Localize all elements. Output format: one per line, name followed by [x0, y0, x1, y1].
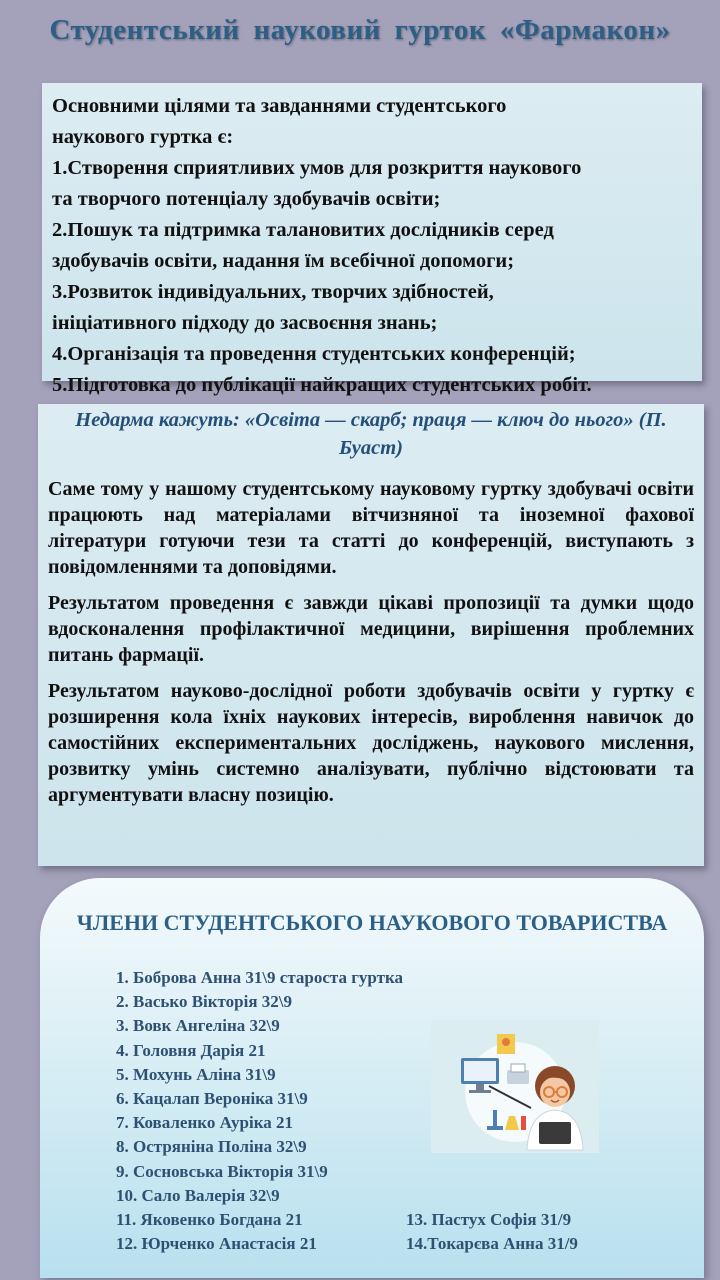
list-item: 10. Сало Валерія 32\9	[116, 1185, 280, 1205]
list-item: 11. Яковенко Богдана 21	[116, 1210, 303, 1230]
goals-line: здобувачів освіти, надання їм всебічної допомоги;	[52, 250, 515, 272]
goals-line: Основними цілями та завданнями студентського	[52, 95, 507, 117]
list-item: 8. Остряніна Поліна 32\9	[116, 1137, 307, 1157]
list-item: 3. Вовк Ангеліна 32\9	[116, 1016, 280, 1036]
list-item: 4. Головня Дарія 21	[116, 1040, 266, 1060]
goals-line: 2.Пошук та підтримка талановитих дослідників серед	[52, 219, 554, 241]
quote-panel	[38, 404, 704, 866]
list-item: 6. Кацалап Вероніка 31\9	[116, 1089, 308, 1109]
teacher-illustration	[431, 1020, 599, 1153]
goals-line: 3.Розвиток індивідуальних, творчих здібностей,	[52, 281, 494, 303]
list-item: 5. Мохунь Аліна 31\9	[116, 1064, 276, 1084]
goals-line: ініціативного підходу до засвоєння знань;	[52, 312, 438, 334]
quote-text: Недарма кажуть: «Освіта — скарб; праця — ключ до нього» (П. Буаст)	[75, 409, 667, 459]
paragraph: Саме тому у нашому студентському науковому гуртку здобувачі освіти працюють над матеріалами вітчизняної та іноземної фахової літератури готуючи тези та статті до конференцій, виступають з повідомленнями та доповідями.	[48, 478, 694, 578]
paragraph: Результатом проведення є завжди цікаві пропозиції та думки щодо вдосконалення профілактичної медицини, вирішення проблемних питань фармації.	[48, 592, 694, 666]
goals-panel	[42, 83, 702, 396]
goals-line: 1.Створення сприятливих умов для розкриття наукового	[52, 157, 582, 179]
list-item: 13. Пастух Софія 31/9	[406, 1210, 572, 1229]
list-item: 9. Сосновська Вікторія 31\9	[116, 1161, 328, 1181]
teacher-icon	[431, 1020, 599, 1153]
members-list-extra	[406, 1208, 578, 1256]
paragraph: Результатом науково-дослідної роботи здобувачів освіти у гуртку є розширення кола їхніх наукових інтересів, вироблення навичок до самостійних експериментальних досліджень, наукового мислення, розвитку умінь системно аналізувати, публічно відстоювати та аргументувати власну позицію.	[48, 680, 694, 806]
members-title: ЧЛЕНИ СТУДЕНТСЬКОГО НАУКОВОГО ТОВАРИСТВА	[76, 910, 668, 935]
goals-line: 5.Підготовка до публікації найкращих студентських робіт.	[52, 374, 592, 396]
list-item: 12. Юрченко Анастасія 21	[116, 1234, 317, 1254]
list-item: 1. Боброва Анна 31\9 староста гуртка	[116, 968, 404, 987]
members-panel	[40, 878, 704, 1278]
goals-list	[42, 83, 702, 401]
goals-line: 4.Організація та проведення студентських конференцій;	[52, 343, 576, 365]
goals-line: наукового гуртка є:	[52, 126, 234, 148]
list-item: 7. Коваленко Ауріка 21	[116, 1113, 293, 1133]
members-list	[116, 966, 403, 1256]
page-title: Студентський науковий гурток «Фармакон»	[49, 14, 671, 46]
list-item: 2. Васько Вікторія 32\9	[116, 992, 293, 1012]
goals-line: та творчого потенціалу здобувачів освіти;	[52, 188, 441, 210]
list-item: 14.Токарєва Анна 31/9	[406, 1234, 578, 1254]
